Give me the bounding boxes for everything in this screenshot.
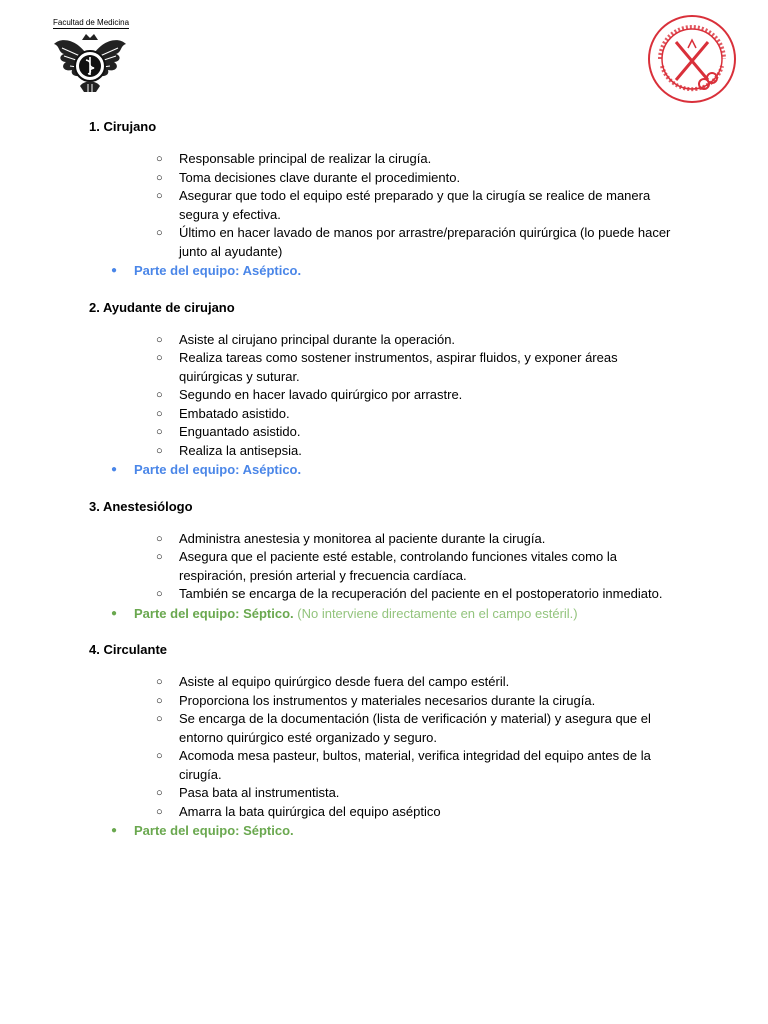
hollow-circle-bullet-icon: ○ <box>156 787 163 799</box>
section-title: 3. Anestesiólogo <box>89 498 193 514</box>
team-label-text: Parte del equipo: Aséptico. <box>134 462 302 477</box>
page-header <box>0 0 768 110</box>
section-ayudante <box>89 299 689 480</box>
list-item-text: Realiza tareas como sostener instrumentos, aspirar fluidos, y exponer áreas quirúrgicas y suturar. <box>179 350 618 384</box>
list-item-text: Amarra la bata quirúrgica del equipo aséptico <box>179 803 441 819</box>
hollow-circle-bullet-icon: ○ <box>156 407 163 420</box>
team-label-text: Parte del equipo: Séptico. <box>134 605 294 621</box>
team-label <box>89 262 689 281</box>
list-item-text: Último en hacer lavado de manos por arrastre/preparación quirúrgica (lo puede hacer junto al ayudante) <box>179 225 671 259</box>
list-item-text: Asegurar que todo el equipo esté preparado y que la cirugía se realice de manera segura y efectiva. <box>179 188 651 222</box>
list-item <box>89 224 689 261</box>
list-item-text: Pasa bata al instrumentista. <box>179 785 340 800</box>
hollow-circle-bullet-icon: ○ <box>156 750 163 762</box>
hollow-circle-bullet-icon: ○ <box>156 389 163 401</box>
section-title: 4. Circulante <box>89 642 168 657</box>
list-item <box>89 548 689 585</box>
section-title: 2. Ayudante de cirujano <box>89 299 235 315</box>
list-item-text: Administra anestesia y monitorea al paciente durante la cirugía. <box>179 530 546 546</box>
list-item-text: También se encarga de la recuperación del paciente en el postoperatorio inmediato. <box>179 586 663 601</box>
surgery-department-seal-icon <box>646 14 738 104</box>
hollow-circle-bullet-icon: ○ <box>156 444 163 457</box>
section-circulante <box>89 641 689 841</box>
hollow-circle-bullet-icon: ○ <box>156 713 163 725</box>
section-title: 1. Cirujano <box>89 119 157 134</box>
list-item-text: Enguantado asistido. <box>179 424 301 439</box>
list-item <box>89 585 689 604</box>
list-item <box>89 187 689 224</box>
document-body <box>89 118 689 859</box>
hollow-circle-bullet-icon: ○ <box>156 588 163 600</box>
hollow-circle-bullet-icon: ○ <box>156 532 163 545</box>
list-item-text: Toma decisiones clave durante el procedimiento. <box>179 169 461 185</box>
list-item <box>89 803 689 822</box>
list-item <box>89 442 689 461</box>
filled-dot-bullet-icon: ● <box>111 265 118 276</box>
list-item-text: Asiste al cirujano principal durante la operación. <box>179 331 456 347</box>
team-label-text: Parte del equipo: Séptico. <box>134 823 294 838</box>
list-item-text: Embatado asistido. <box>179 405 290 421</box>
team-label <box>89 822 689 841</box>
responsibility-list <box>89 530 689 604</box>
team-label <box>89 605 689 624</box>
hollow-circle-bullet-icon: ○ <box>156 153 163 165</box>
list-item <box>89 169 689 188</box>
responsibility-list <box>89 150 689 261</box>
hollow-circle-bullet-icon: ○ <box>156 426 163 438</box>
list-item-text: Responsable principal de realizar la cirugía. <box>179 151 432 166</box>
list-item-text: Segundo en hacer lavado quirúrgico por arrastre. <box>179 387 463 402</box>
section-anestesiologo <box>89 498 689 624</box>
responsibility-list <box>89 673 689 821</box>
list-item <box>89 530 689 549</box>
list-item <box>89 386 689 405</box>
unam-crest-icon <box>50 30 130 98</box>
filled-dot-bullet-icon: ● <box>111 825 118 836</box>
list-item <box>89 331 689 350</box>
list-item-text: Acomoda mesa pasteur, bultos, material, verifica integridad del equipo antes de la cirugía. <box>179 748 651 782</box>
list-item <box>89 710 689 747</box>
hollow-circle-bullet-icon: ○ <box>156 694 163 707</box>
hollow-circle-bullet-icon: ○ <box>156 171 163 184</box>
hollow-circle-bullet-icon: ○ <box>156 551 163 563</box>
list-item <box>89 673 689 692</box>
list-item-text: Se encarga de la documentación (lista de verificación y material) y asegura que el entorno quirúrgico esté organizado y seguro. <box>179 711 651 745</box>
filled-dot-bullet-icon: ● <box>111 464 118 475</box>
hollow-circle-bullet-icon: ○ <box>156 190 163 202</box>
list-item-text: Realiza la antisepsia. <box>179 442 302 458</box>
team-label <box>89 461 689 480</box>
list-item <box>89 692 689 711</box>
list-item <box>89 747 689 784</box>
hollow-circle-bullet-icon: ○ <box>156 352 163 364</box>
team-label-text: Parte del equipo: Aséptico. <box>134 263 302 278</box>
list-item <box>89 349 689 386</box>
hollow-circle-bullet-icon: ○ <box>156 333 163 346</box>
responsibility-list <box>89 331 689 461</box>
list-item <box>89 423 689 442</box>
filled-dot-bullet-icon: ● <box>111 607 118 619</box>
hollow-circle-bullet-icon: ○ <box>156 227 163 239</box>
section-cirujano <box>89 118 689 281</box>
hollow-circle-bullet-icon: ○ <box>156 676 163 688</box>
list-item-text: Proporciona los instrumentos y materiales necesarios durante la cirugía. <box>179 692 596 708</box>
list-item <box>89 150 689 169</box>
hollow-circle-bullet-icon: ○ <box>156 805 163 818</box>
faculty-label: Facultad de Medicina <box>53 18 130 27</box>
list-item <box>89 405 689 424</box>
list-item-text: Asiste al equipo quirúrgico desde fuera del campo estéril. <box>179 674 510 689</box>
list-item <box>89 784 689 803</box>
team-note: (No interviene directamente en el campo estéril.) <box>297 605 578 621</box>
list-item-text: Asegura que el paciente esté estable, controlando funciones vitales como la respiración, presión arterial y frecuencia cardíaca. <box>179 549 617 583</box>
